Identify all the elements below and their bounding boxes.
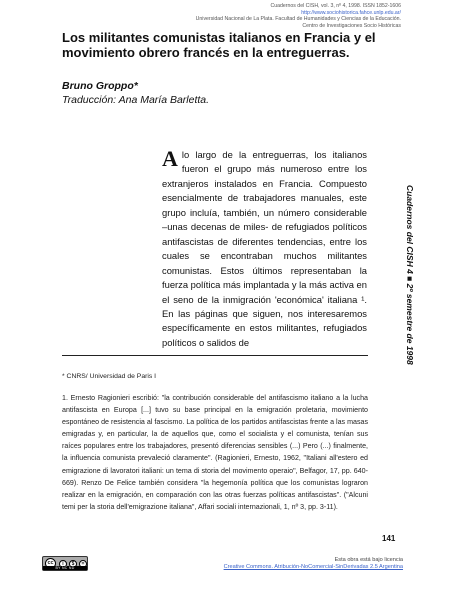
- institution-line: Universidad Nacional de La Plata. Facultad de Humanidades y Ciencias de la Educación.: [195, 16, 401, 23]
- license-type-bar: BY NC ND: [43, 566, 87, 570]
- article-title: Los militantes comunistas italianos en Francia y el movimiento obrero francés en la entreguerras.: [62, 30, 376, 60]
- license-notice: [224, 557, 403, 572]
- attribution-icon: i: [59, 560, 67, 568]
- translator-credit: Traducción: Ana María Barletta.: [62, 94, 210, 106]
- noderivatives-icon: =: [79, 560, 87, 568]
- journal-url-link[interactable]: http://www.sociohistorica.fahce.unlp.edu.ar/: [301, 9, 401, 16]
- header-metadata: [196, 3, 401, 29]
- license-link[interactable]: Creative Commons. Atribución-NoComercial-SinDerivadas 2.5 Argentina: [223, 564, 403, 571]
- drop-cap: A: [162, 146, 178, 171]
- journal-citation: Cuadernos del CISH, vol. 3, nº 4, 1998. ISSN 1852-1606: [270, 3, 401, 9]
- center-line: Centro de Investigaciones Socio Históricas: [302, 22, 401, 29]
- creative-commons-badge[interactable]: [42, 556, 88, 571]
- body-paragraph: lo largo de la entreguerras, los italianos fueron el grupo más numeroso entre los extranjeros instalados en Francia. Compuesto esencialmente de trabajadores manuales, este grupo incluía, también, un número considerable –unas decenas de miles- de refugiados políticos antifascistas de diferentes tendencias, entre los cuales se encontraban muchos militantes comunistas. Estos últimos representaban la fuerza política más implantada y la más activa en el seno de la inmigración 'económica' italiana ¹. En las páginas que siguen, nos interesaremos específicamente en estos militantes, refugiados políticos o salidos de: [162, 149, 367, 348]
- article-body: [162, 148, 367, 350]
- page-number: 141: [382, 534, 396, 543]
- footnote-1: 1. Ernesto Ragionieri escribió: "la contribución considerable del antifascismo italiano a la lucha antifascista en Europa [...] tuvo su base principal en la emigración proletaria, movimiento espontáneo de resistencia al fascismo. La política de los partidos antifascistas frente a las masas emigradas y, en particular, la de aquellos que, como el socialista y el comunista, tenían sus raíces populares entre los trabajadores, presentó diferencias sensibles (...) Pero (...) finalmente, la influencia comunista prevaleció claramente". (Ragionieri, Ernesto, 1962, "Italiani all'estero ed emigrazione di lavoratori italiani: un tema di storia del movimento operaio", Belfagor, 17, pp. 640-669). Renzo De Felice también considera "la hegemonía política que los comunistas lograron realizar en la emigración, en comparación con las otras fuerzas políticas antifascistas". ("Alcuni temi per la storia dell'emigrazione italiana", Affari sociali internazionali, 1, nº 3, pp. 3-11).: [62, 394, 368, 511]
- footnote-divider: [62, 355, 368, 356]
- vertical-journal-label: Cuadernos del CISH 4 ■ 2º semestre de 1998: [405, 185, 415, 365]
- cc-logo-icon: cc: [45, 558, 56, 569]
- author-name: Bruno Groppo*: [62, 80, 138, 92]
- noncommercial-icon: $: [69, 560, 77, 568]
- author-affiliation: * CNRS/ Universidad de Paris I: [62, 373, 157, 380]
- license-intro: Esta obra está bajo licencia: [334, 557, 403, 563]
